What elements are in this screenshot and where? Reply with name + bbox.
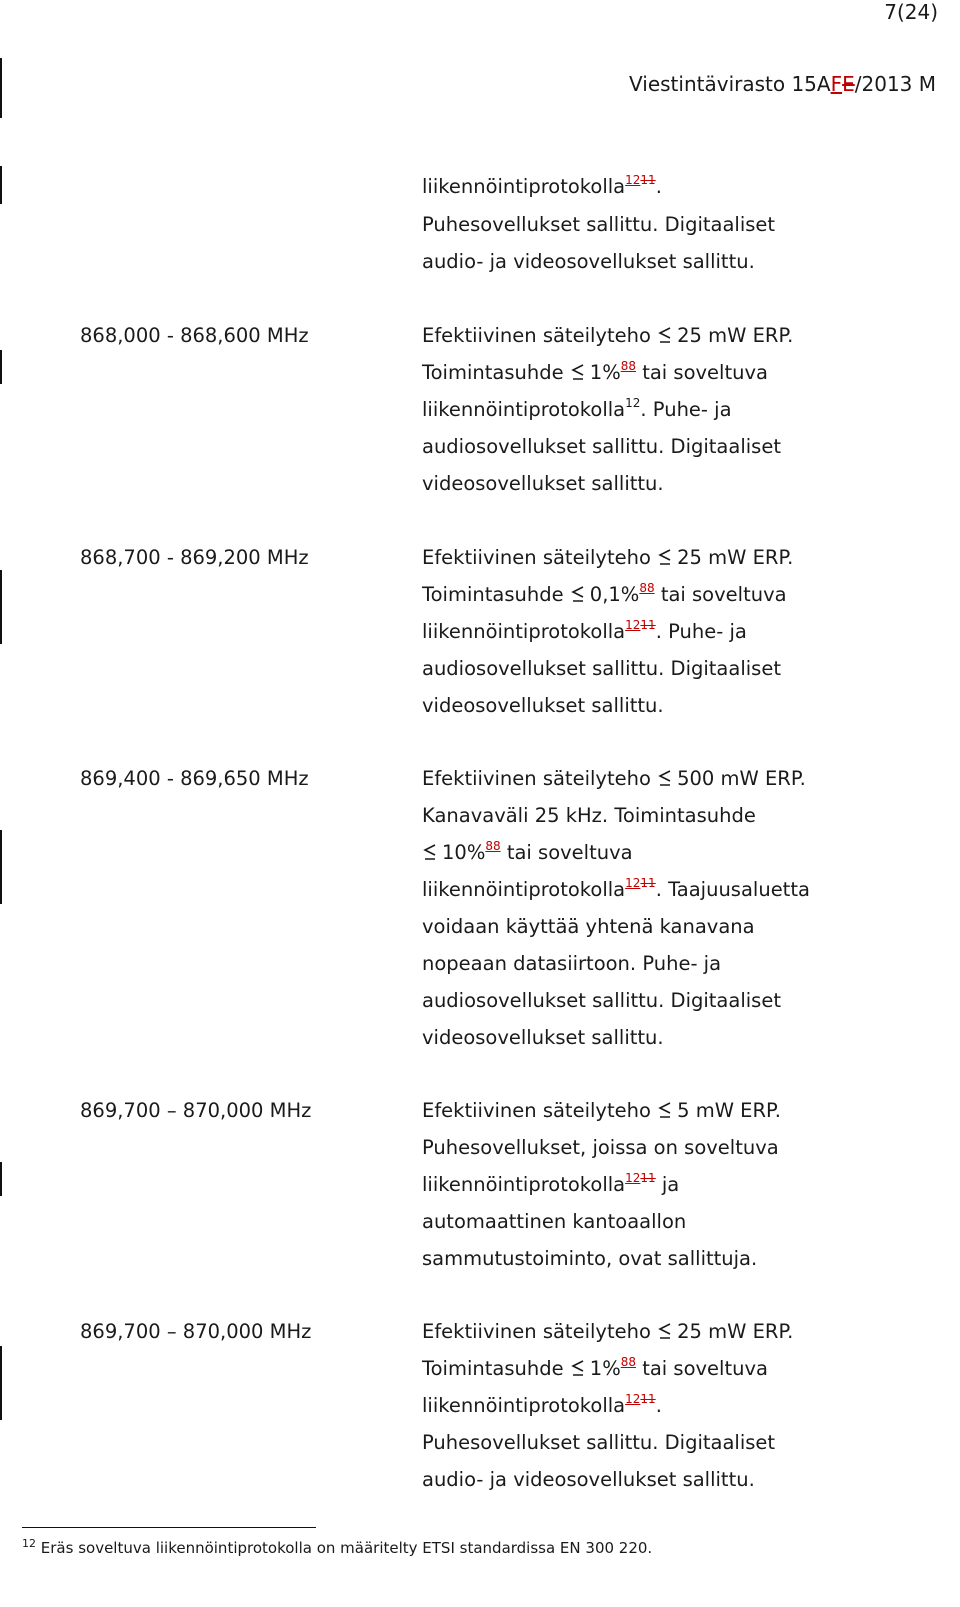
text-line: Puhesovellukset sallittu. Digitaaliset (422, 1431, 776, 1454)
text-line: Puhesovellukset sallittu. Digitaaliset (422, 213, 776, 236)
less-equal-icon (657, 1102, 673, 1118)
header-rest: /2013 M (854, 72, 936, 96)
less-equal-icon (570, 1360, 586, 1376)
text-line: liikennöintiprotokolla$^{1211}$. (422, 1392, 662, 1417)
text-line: videosovellukset sallittu. (422, 472, 664, 495)
change-bar (0, 1346, 2, 1420)
text-line: Efektiivinen säteilyteho 25 mW ERP. (422, 1320, 794, 1343)
less-equal-icon (570, 364, 586, 380)
change-bar (0, 830, 2, 904)
text-line: videosovellukset sallittu. (422, 1026, 664, 1049)
frequency-range: 869,700 – 870,000 MHz (80, 1320, 312, 1343)
frequency-range: 868,700 - 869,200 MHz (80, 546, 309, 569)
less-equal-icon (570, 586, 586, 602)
text-line: liikennöintiprotokolla$^{1211}$. Puhe- ja (422, 618, 747, 643)
footnote (22, 1539, 652, 1557)
text-line: audiosovellukset sallittu. Digitaaliset (422, 989, 781, 1012)
text-line: videosovellukset sallittu. (422, 694, 664, 717)
text-line: Toimintasuhde 1%$^{88}$ tai soveltuva (422, 359, 768, 384)
footnote-separator (22, 1527, 316, 1528)
header-deletion: E (842, 72, 855, 96)
less-equal-icon (657, 1323, 673, 1339)
page-number: 7(24) (884, 0, 938, 24)
text-line: Efektiivinen säteilyteho 25 mW ERP. (422, 324, 794, 347)
text-line: audiosovellukset sallittu. Digitaaliset (422, 435, 781, 458)
frequency-range: 868,000 - 868,600 MHz (80, 324, 309, 347)
less-equal-icon (422, 844, 438, 860)
header-insertion: F (830, 72, 843, 96)
footnote-text: Eräs soveltuva liikennöintiprotokolla on määritelty ETSI standardissa EN 300 220. (40, 1539, 653, 1557)
footnote-number: 12 (22, 1537, 36, 1550)
text-line: Puhesovellukset, joissa on soveltuva (422, 1136, 779, 1159)
text-line: Kanavaväli 25 kHz. Toimintasuhde (422, 804, 756, 827)
text-line: Efektiivinen säteilyteho 25 mW ERP. (422, 546, 794, 569)
header-agency: Viestintävirasto 15A (629, 72, 831, 96)
less-equal-icon (657, 770, 673, 786)
text-line: Toimintasuhde 1%$^{88}$ tai soveltuva (422, 1355, 768, 1380)
change-bar (0, 350, 2, 384)
change-bar (0, 166, 2, 204)
text-line: 10%$^{88}$ tai soveltuva (422, 834, 633, 871)
text-line: Efektiivinen säteilyteho 500 mW ERP. (422, 767, 806, 790)
text-line: Efektiivinen säteilyteho 5 mW ERP. (422, 1099, 781, 1122)
change-bar (0, 1162, 2, 1196)
frequency-range: 869,700 – 870,000 MHz (80, 1099, 312, 1122)
text-line: nopeaan datasiirtoon. Puhe- ja (422, 952, 722, 975)
change-bar (0, 58, 2, 118)
frequency-range: 869,400 - 869,650 MHz (80, 767, 309, 790)
text-line: liikennöintiprotokolla$^{1211}$. Taajuusaluetta (422, 876, 810, 901)
less-equal-icon (657, 549, 673, 565)
text-line: liikennöintiprotokolla$^{1211}$. (422, 173, 662, 198)
text-line: liikennöintiprotokolla$^{12}$. Puhe- ja (422, 396, 732, 421)
text-line: Toimintasuhde 0,1%$^{88}$ tai soveltuva (422, 581, 787, 606)
change-bar (0, 570, 2, 644)
text-line: audio- ja videosovellukset sallittu. (422, 250, 755, 273)
text-line: audiosovellukset sallittu. Digitaaliset (422, 657, 781, 680)
document-header (629, 72, 936, 96)
text-line: sammutustoiminto, ovat sallittuja. (422, 1247, 758, 1270)
text-line: audio- ja videosovellukset sallittu. (422, 1468, 755, 1491)
text-line: voidaan käyttää yhtenä kanavana (422, 915, 755, 938)
text-line: liikennöintiprotokolla$^{1211}$ ja (422, 1171, 680, 1196)
text-line: automaattinen kantoaallon (422, 1210, 687, 1233)
less-equal-icon (657, 327, 673, 343)
